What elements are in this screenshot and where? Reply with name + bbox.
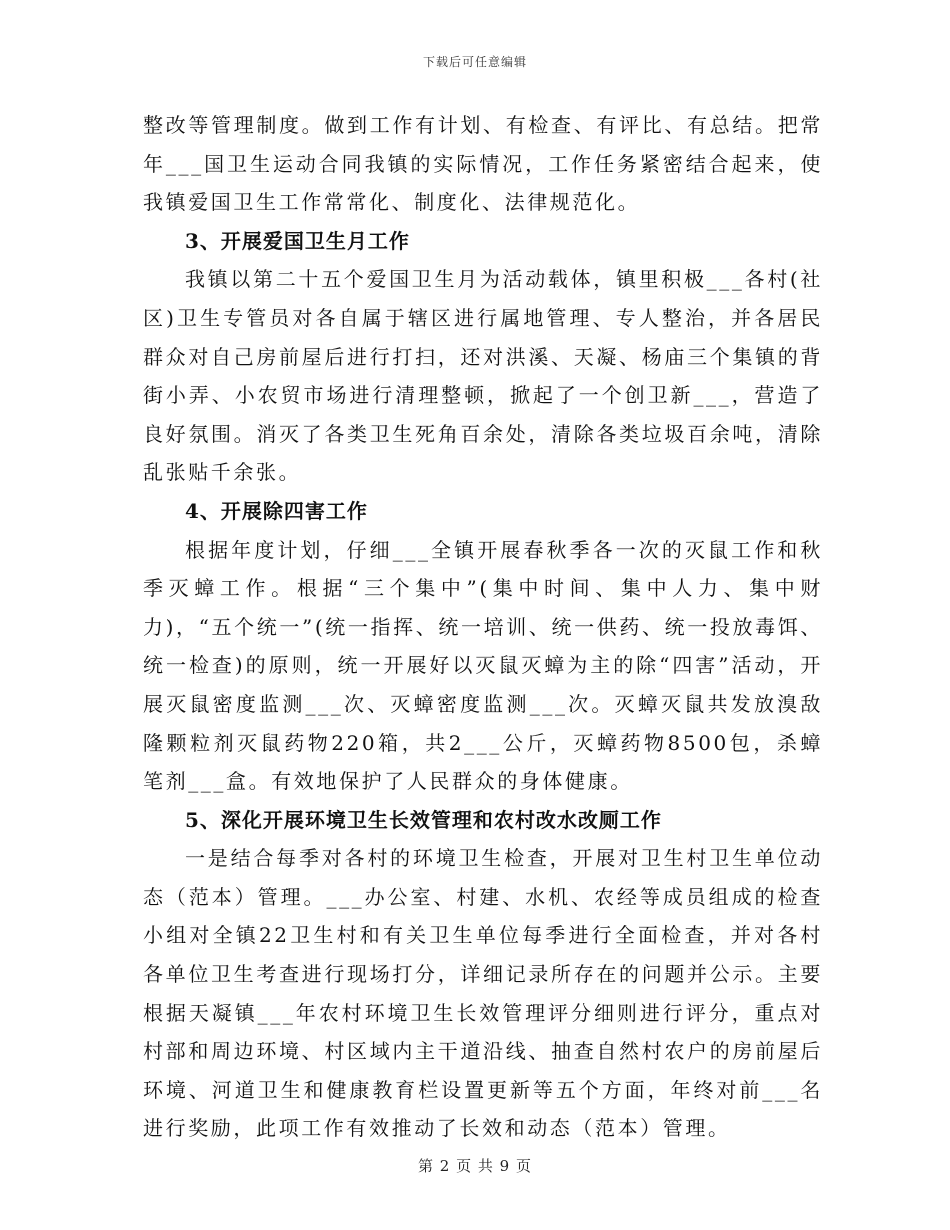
section-heading-4: 4、开展除四害工作 [185, 498, 368, 523]
paragraph-3: 根据年度计划，仔细___全镇开展春秋季各一次的灭鼠工作和秋季灭蟑工作。根据“三个集中”(集中时间、集中人力、集中财力)，“五个统一”(统一指挥、统一培训、统一供药、统一投放毒饵、统一检查)的原则，统一开展好以灭鼠灭蟑为主的除“四害”活动，开展灭鼠密度监测___次、灭蟑密度监测___次。灭蟑灭鼠共发放溴敌隆颗粒剂灭鼠药物220箱，共2___公斤，灭蟑药物8500包，杀蟑笔剂___盒。有效地保护了人民群众的身体健康。 [143, 537, 823, 794]
paragraph-4: 一是结合每季对各村的环境卫生检查，开展对卫生村卫生单位动态（范本）管理。___办公室、村建、水机、农经等成员组成的检查小组对全镇22卫生村和有关卫生单位每季进行全面检查，并对各村各单位卫生考查进行现场打分，详细记录所存在的问题并公示。主要根据天凝镇___年农村环境卫生长效管理评分细则进行评分，重点对村部和周边环境、村区域内主干道沿线、抽查自然村农户的房前屋后环境、河道卫生和健康教育栏设置更新等五个方面，年终对前___名进行奖励，此项工作有效推动了长效和动态（范本）管理。 [143, 846, 823, 1141]
page-header: 下载后可任意编辑 [422, 55, 527, 69]
section-heading-3: 3、开展爱国卫生月工作 [185, 228, 410, 253]
page-footer: 第 2 页 共 9 页 [418, 1157, 532, 1175]
paragraph-2: 我镇以第二十五个爱国卫生月为活动载体，镇里积极___各村(社区)卫生专管员对各自属于辖区进行属地管理、专人整治，并各居民群众对自己房前屋后进行打扫，还对洪溪、天凝、杨庙三个集镇的背街小弄、小农贸市场进行清理整顿，掀起了一个创卫新___，营造了良好氛围。消灭了各类卫生死角百余处，清除各类垃圾百余吨，清除乱张贴千余张。 [143, 267, 823, 485]
paragraph-1: 整改等管理制度。做到工作有计划、有检查、有评比、有总结。把常年___国卫生运动合同我镇的实际情况，工作任务紧密结合起来，使我镇爱国卫生工作常常化、制度化、法律规范化。 [143, 113, 823, 215]
document-body [143, 106, 823, 1148]
section-heading-5: 5、深化开展环境卫生长效管理和农村改水改厕工作 [185, 807, 662, 832]
